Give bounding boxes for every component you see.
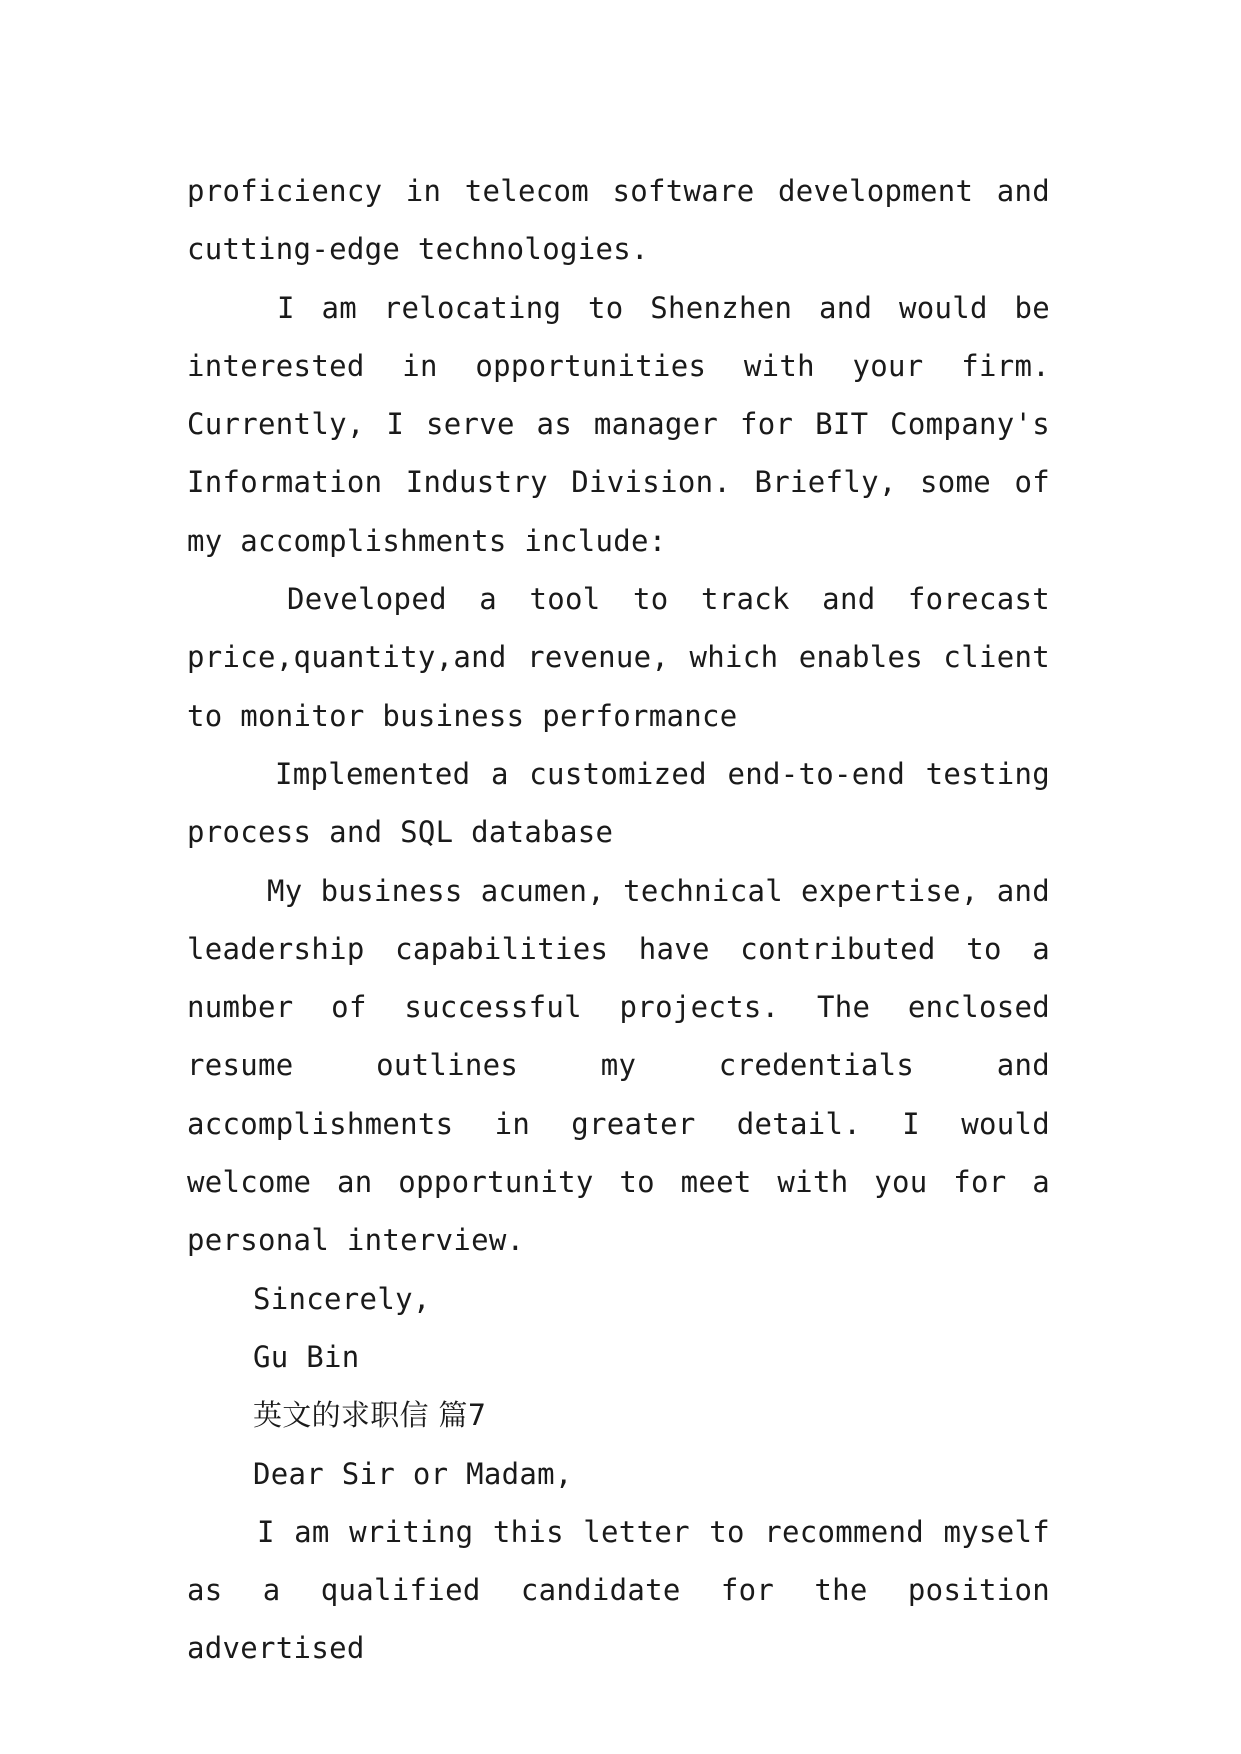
paragraph-relocating: I am relocating to Shenzhen and would be interested in opportunities with your firm. Currently, I serve as manager for BIT Company's Information Industry Division. Briefly, some of my accomplishments include: xyxy=(187,290,1050,558)
section-heading: 英文的求职信 篇7 xyxy=(253,1398,487,1433)
letter-body xyxy=(187,162,1050,1678)
salutation: Dear Sir or Madam, xyxy=(253,1456,573,1491)
signature-name: Gu Bin xyxy=(253,1339,360,1374)
paragraph-accomplishment-tool: Developed a tool to track and forecast price,quantity,and revenue, which enables client to monitor business performance xyxy=(187,582,1050,733)
paragraph-accomplishment-testing: Implemented a customized end-to-end testing process and SQL database xyxy=(187,756,1050,850)
closing-text: Sincerely, xyxy=(253,1281,431,1316)
paragraph-continuation: proficiency in telecom software development and cutting-edge technologies. xyxy=(187,174,1050,267)
paragraph-business-acumen: My business acumen, technical expertise, and leadership capabilities have contributed to a number of successful projects. The enclosed resume outlines my credentials and accomplishments in greater detail. I would welcome an opportunity to meet with you for a personal interview. xyxy=(187,873,1050,1258)
paragraph-introduction: I am writing this letter to recommend myself as a qualified candidate for the position advertised xyxy=(187,1514,1050,1666)
